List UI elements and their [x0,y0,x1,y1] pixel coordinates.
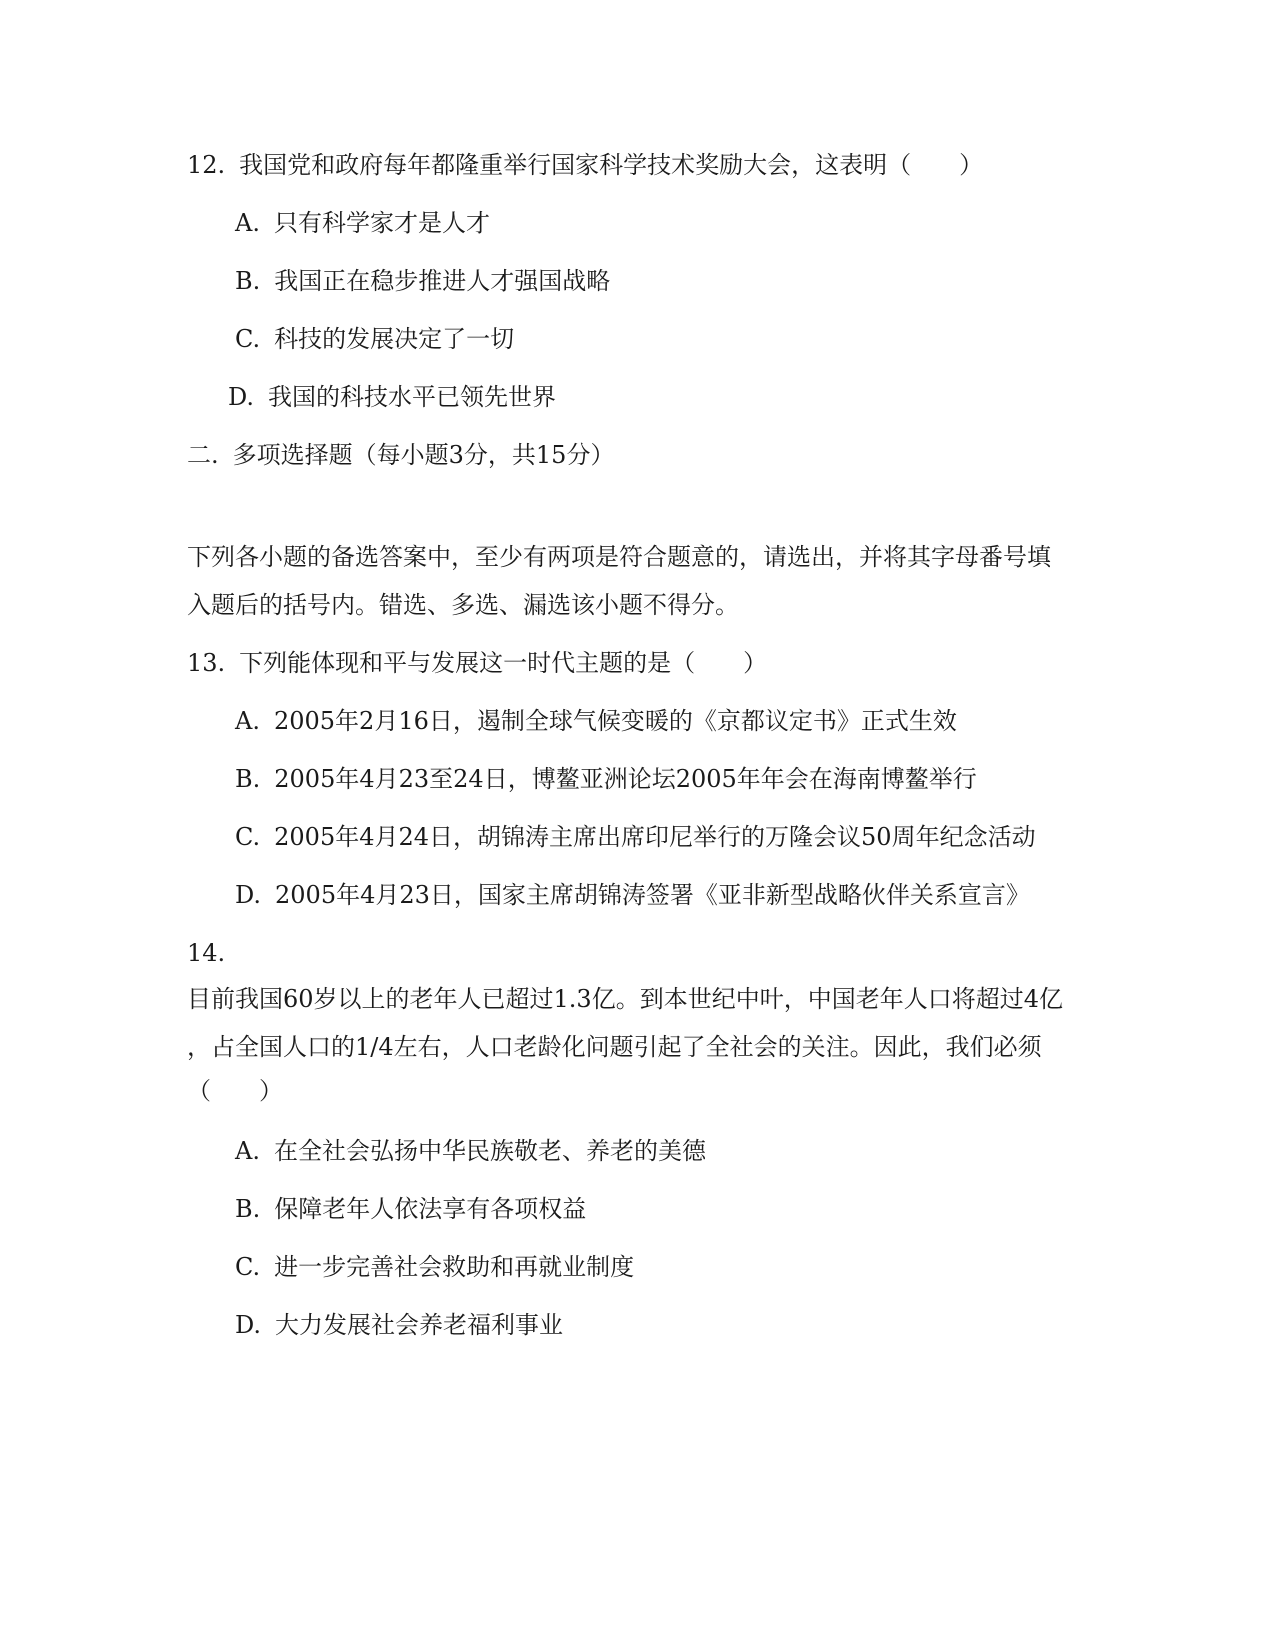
option-text: 只有科学家才是人才 [273,209,490,237]
option-text: 保障老年人依法享有各项权益 [274,1195,587,1223]
option-letter: A. [235,707,260,735]
option-letter: A. [235,209,260,237]
option-text: 2005年4月23日，国家主席胡锦涛签署《亚非新型战略伙伴关系宣言》 [275,881,1030,909]
section-title-text: 多项选择题（每小题3分，共15分） [232,441,615,469]
option-text: 2005年2月16日，遏制全球气候变暖的《京都议定书》正式生效 [273,707,957,735]
option-letter: D. [228,383,255,411]
question-12-option-b [235,266,610,296]
question-14-option-b [235,1194,586,1224]
question-13-option-c [235,822,1036,852]
question-14-number: 14. [187,939,226,967]
option-text: 进一步完善社会救助和再就业制度 [274,1253,635,1281]
question-13-stem [187,648,767,678]
question-12-stem [187,150,983,180]
question-12-option-a [235,208,490,238]
question-14-stem-line-3: （ ） [187,1077,283,1105]
question-number: 12. [187,151,226,179]
question-13-option-d [235,880,1030,910]
option-letter: C. [235,1253,261,1281]
section-number: 二. [187,441,219,469]
question-14-option-d [235,1310,563,1340]
question-13-option-b [235,764,977,794]
question-number: 13. [187,649,226,677]
question-14-stem-line-1: 目前我国60岁以上的老年人已超过1.3亿。到本世纪中叶，中国老年人口将超过4亿 [187,985,1063,1013]
option-text: 2005年4月23至24日，博鳌亚洲论坛2005年年会在海南博鳌举行 [274,765,977,793]
option-letter: D. [235,1311,262,1339]
section-2-instructions-line-2: 入题后的括号内。错选、多选、漏选该小题不得分。 [187,591,739,619]
option-text: 我国正在稳步推进人才强国战略 [274,267,611,295]
option-text: 我国的科技水平已领先世界 [268,383,557,411]
section-2-instructions-line-1: 下列各小题的备选答案中，至少有两项是符合题意的，请选出，并将其字母番号填 [187,543,1051,571]
question-text: 下列能体现和平与发展这一时代主题的是（ ） [239,649,768,677]
question-13-option-a [235,706,957,736]
option-letter: C. [235,823,261,851]
option-text: 2005年4月24日，胡锦涛主席出席印尼举行的万隆会议50周年纪念活动 [274,823,1036,851]
option-text: 在全社会弘扬中华民族敬老、养老的美德 [273,1137,706,1165]
option-letter: B. [235,1195,261,1223]
option-letter: A. [235,1137,260,1165]
option-text: 科技的发展决定了一切 [274,325,515,353]
section-2-title [187,440,614,470]
question-14-option-c [235,1252,634,1282]
question-14-stem-line-2: ，占全国人口的1/4左右，人口老龄化问题引起了全社会的关注。因此，我们必须 [187,1033,1042,1061]
option-letter: D. [235,881,262,909]
question-14-option-a [235,1136,706,1166]
question-text: 我国党和政府每年都隆重举行国家科学技术奖励大会，这表明（ ） [239,151,984,179]
question-12-option-d [228,382,556,412]
option-letter: C. [235,325,261,353]
option-letter: B. [235,765,261,793]
option-text: 大力发展社会养老福利事业 [275,1311,564,1339]
option-letter: B. [235,267,261,295]
question-12-option-c [235,324,514,354]
